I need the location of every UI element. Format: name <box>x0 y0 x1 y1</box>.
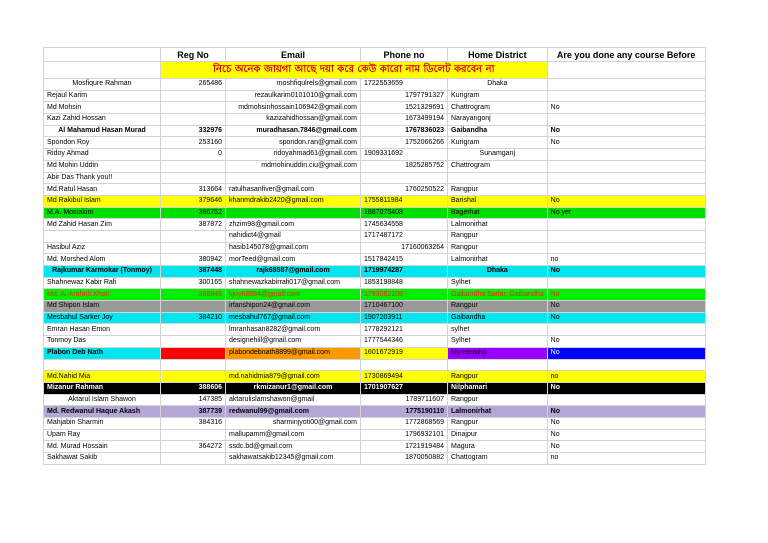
phone-cell[interactable]: 17160063264 <box>361 242 448 254</box>
reg-no-cell[interactable] <box>161 336 226 348</box>
name-cell[interactable]: Mahjabin Sharmin <box>44 417 161 429</box>
district-cell[interactable]: Nilphamari <box>448 382 548 394</box>
district-cell[interactable]: Dinajpur <box>448 429 548 441</box>
course-cell[interactable] <box>547 79 705 91</box>
name-cell[interactable]: Mizanur Rahman <box>44 382 161 394</box>
table-row <box>44 114 706 126</box>
table-row <box>44 289 706 301</box>
reg-no-cell[interactable]: 384210 <box>161 312 226 324</box>
district-cell[interactable]: Rangpur <box>448 301 548 313</box>
reg-no-cell[interactable] <box>161 160 226 172</box>
table-row <box>44 324 706 336</box>
banner-notice-cell[interactable]: নিচে অনেক জায়গা আছে দয়া করে কেউ কারো নাম ডিলেট করবেন না <box>161 62 548 79</box>
name-cell[interactable]: M.A. Mostakim <box>44 207 161 219</box>
name-cell[interactable]: Md.Ratul Hasan <box>44 184 161 196</box>
table-row <box>44 207 706 219</box>
reg-no-cell[interactable] <box>161 301 226 313</box>
phone-cell[interactable]: 1783082108 <box>361 289 448 301</box>
email-cell[interactable]: muradhasan.7846@gmail.com <box>226 125 361 137</box>
course-cell[interactable]: No <box>547 441 705 453</box>
name-cell[interactable]: Md Mohsin <box>44 102 161 114</box>
reg-no-cell[interactable] <box>161 172 226 184</box>
district-cell[interactable]: Gaibandha Sadar, Gaibandha <box>448 289 548 301</box>
name-cell[interactable]: Md. Morshed Alom <box>44 254 161 266</box>
course-cell[interactable]: No <box>547 347 705 359</box>
course-cell[interactable]: No <box>547 312 705 324</box>
table-row <box>44 394 706 406</box>
name-cell[interactable]: Kazi Zahid Hossan <box>44 114 161 126</box>
district-cell[interactable]: Bagerhat <box>448 207 548 219</box>
district-cell[interactable]: Narayangonj <box>448 114 548 126</box>
table-row <box>44 382 706 394</box>
table-row <box>44 79 706 91</box>
table-row <box>44 137 706 149</box>
district-cell[interactable]: Rangpur <box>448 242 548 254</box>
table-row <box>44 184 706 196</box>
name-cell[interactable]: Upam Ray <box>44 429 161 441</box>
email-cell[interactable]: md.nahidmia879@gmail.com <box>226 371 361 383</box>
phone-cell[interactable]: 1778292121 <box>361 324 448 336</box>
district-cell[interactable]: Magura <box>448 441 548 453</box>
name-cell[interactable]: Tonmoy Das <box>44 336 161 348</box>
header-cell-reg-no[interactable]: Reg No <box>161 48 226 62</box>
name-cell[interactable]: Aktarul Islam Shawon <box>44 394 161 406</box>
table-row <box>44 172 706 184</box>
reg-no-cell[interactable] <box>161 371 226 383</box>
email-cell[interactable]: kjoy68684@gmail.com <box>226 289 361 301</box>
course-cell[interactable]: No <box>547 137 705 149</box>
email-cell[interactable]: khanmdrakib2420@gmail.com <box>226 195 361 207</box>
course-cell[interactable] <box>547 90 705 102</box>
header-cell-course[interactable]: Are you done any course Before <box>547 48 705 62</box>
name-cell[interactable]: Sakhawat Sakib <box>44 453 161 465</box>
district-cell[interactable]: Rangpur <box>448 230 548 242</box>
email-cell[interactable]: ratulhasanfiver@gmail.com <box>226 184 361 196</box>
name-cell[interactable]: Abir Das Thank you!! <box>44 172 161 184</box>
name-cell[interactable] <box>44 359 161 371</box>
course-cell[interactable]: No <box>547 266 705 278</box>
email-cell[interactable] <box>226 172 361 184</box>
name-cell[interactable]: Md. Murad Hossain <box>44 441 161 453</box>
course-cell[interactable] <box>547 324 705 336</box>
phone-cell[interactable]: 1517842415 <box>361 254 448 266</box>
phone-cell[interactable]: 1825285752 <box>361 160 448 172</box>
district-cell[interactable]: sylhet <box>448 324 548 336</box>
reg-no-cell[interactable]: 300165 <box>161 277 226 289</box>
course-cell[interactable] <box>547 242 705 254</box>
phone-cell[interactable]: 1870050882 <box>361 453 448 465</box>
header-cell-email[interactable]: Email <box>226 48 361 62</box>
course-cell[interactable]: No <box>547 406 705 418</box>
email-cell[interactable]: lmranhasan8282@gmail.com <box>226 324 361 336</box>
email-cell[interactable]: sharminjyoti00@gmail.com <box>226 417 361 429</box>
name-cell[interactable]: Md.Nahid Mia <box>44 371 161 383</box>
table-row <box>44 429 706 441</box>
reg-no-cell[interactable] <box>161 324 226 336</box>
phone-cell[interactable]: 1796932101 <box>361 429 448 441</box>
phone-cell[interactable]: 1767836023 <box>361 125 448 137</box>
header-row <box>44 48 706 62</box>
table-row <box>44 149 706 161</box>
email-cell[interactable]: mdmohinuddin.ciu@gmail.com <box>226 160 361 172</box>
phone-cell[interactable]: 1797791327 <box>361 90 448 102</box>
reg-no-cell[interactable]: 332976 <box>161 125 226 137</box>
district-cell[interactable]: Sunamganj <box>448 149 548 161</box>
course-cell[interactable]: No <box>547 102 705 114</box>
course-cell[interactable]: No <box>547 336 705 348</box>
reg-no-cell[interactable]: 388606 <box>161 382 226 394</box>
table-row <box>44 195 706 207</box>
district-cell[interactable]: Rangpur <box>448 371 548 383</box>
reg-no-cell[interactable]: 384316 <box>161 417 226 429</box>
district-cell[interactable]: Gaibandha <box>448 312 548 324</box>
district-cell[interactable] <box>448 359 548 371</box>
table-row <box>44 90 706 102</box>
course-cell[interactable]: No <box>547 195 705 207</box>
course-cell[interactable] <box>547 114 705 126</box>
name-cell[interactable]: Md. Al-Arafath Khan <box>44 289 161 301</box>
banner-row <box>44 62 706 79</box>
course-cell[interactable] <box>547 277 705 289</box>
table-row <box>44 441 706 453</box>
course-cell[interactable]: No yet <box>547 207 705 219</box>
table-row <box>44 371 706 383</box>
phone-cell[interactable]: 1752066266 <box>361 137 448 149</box>
table-row <box>44 160 706 172</box>
email-cell[interactable] <box>226 359 361 371</box>
email-cell[interactable]: rkmizanur1@gmail.com <box>226 382 361 394</box>
table-row <box>44 230 706 242</box>
header-cell-name[interactable] <box>44 48 161 62</box>
district-cell[interactable]: Rangpur <box>448 184 548 196</box>
name-cell[interactable]: Al Mahamud Hasan Murad <box>44 125 161 137</box>
table-row <box>44 301 706 313</box>
phone-cell[interactable]: 1745634558 <box>361 219 448 231</box>
course-cell[interactable] <box>547 184 705 196</box>
phone-cell[interactable] <box>361 359 448 371</box>
reg-no-cell[interactable]: 253160 <box>161 137 226 149</box>
banner-empty-cell-right[interactable] <box>547 62 705 79</box>
table-row <box>44 266 706 278</box>
phone-cell[interactable]: 1760250522 <box>361 184 448 196</box>
name-cell[interactable] <box>44 230 161 242</box>
course-cell[interactable]: no <box>547 453 705 465</box>
district-cell[interactable]: Kurigram <box>448 90 548 102</box>
table-row <box>44 277 706 289</box>
email-cell[interactable]: aktarulislamshawon@gmail <box>226 394 361 406</box>
course-cell[interactable]: No <box>547 429 705 441</box>
reg-no-cell[interactable]: 386752 <box>161 207 226 219</box>
district-cell[interactable]: Lalmonirhat <box>448 406 548 418</box>
phone-cell[interactable]: 1721919484 <box>361 441 448 453</box>
reg-no-cell[interactable]: 265486 <box>161 79 226 91</box>
name-cell[interactable]: Md Zahid Hasan Zim <box>44 219 161 231</box>
table-row <box>44 347 706 359</box>
course-cell[interactable] <box>547 359 705 371</box>
email-cell[interactable]: hasib145078@gmail.com <box>226 242 361 254</box>
district-cell[interactable]: Lalmonirhat <box>448 254 548 266</box>
course-cell[interactable] <box>547 230 705 242</box>
district-cell[interactable]: Lalmonirhat <box>448 219 548 231</box>
table-row <box>44 453 706 465</box>
name-cell[interactable]: Md. Redwanul Haque Akash <box>44 406 161 418</box>
email-cell[interactable]: mdmohsinhossain106942@gmail.com <box>226 102 361 114</box>
district-cell[interactable] <box>448 172 548 184</box>
phone-cell[interactable]: 1887075408 <box>361 207 448 219</box>
reg-no-cell[interactable]: 364272 <box>161 441 226 453</box>
reg-no-cell[interactable] <box>161 429 226 441</box>
table-row <box>44 242 706 254</box>
email-cell[interactable]: kazizahidhossan@gmail.com <box>226 114 361 126</box>
district-cell[interactable]: Rangpur <box>448 417 548 429</box>
name-cell[interactable]: Shahnewaz Kabir Rafi <box>44 277 161 289</box>
reg-no-cell[interactable]: 0 <box>161 149 226 161</box>
phone-cell[interactable]: 1730869494 <box>361 371 448 383</box>
table-row <box>44 359 706 371</box>
name-cell[interactable]: Spondon Roy <box>44 137 161 149</box>
table-row <box>44 102 706 114</box>
course-cell[interactable] <box>547 149 705 161</box>
district-cell[interactable]: Barishal <box>448 195 548 207</box>
reg-no-cell[interactable] <box>161 230 226 242</box>
email-cell[interactable]: irfanshipon24@gmail.com <box>226 301 361 313</box>
email-cell[interactable]: redwanul99@gmail.com <box>226 406 361 418</box>
reg-no-cell[interactable] <box>161 359 226 371</box>
reg-no-cell[interactable]: 147385 <box>161 394 226 406</box>
email-cell[interactable]: morTeed@gmail.com <box>226 254 361 266</box>
table-row <box>44 406 706 418</box>
header-cell-home-district[interactable]: Home District <box>448 48 548 62</box>
table-row <box>44 219 706 231</box>
phone-cell[interactable]: 1521329691 <box>361 102 448 114</box>
email-cell[interactable] <box>226 207 361 219</box>
district-cell[interactable]: Sylhet <box>448 336 548 348</box>
course-cell[interactable]: No <box>547 417 705 429</box>
email-cell[interactable]: sakhawatsakib12345@gmail.com <box>226 453 361 465</box>
table-row <box>44 336 706 348</box>
reg-no-cell[interactable] <box>161 347 226 359</box>
phone-cell[interactable]: 1772868569 <box>361 417 448 429</box>
name-cell[interactable]: Hasibul Aziz <box>44 242 161 254</box>
email-cell[interactable]: rezaulkarim0101010@gmail.com <box>226 90 361 102</box>
email-cell[interactable]: spondon.ran@gmail.com <box>226 137 361 149</box>
course-cell[interactable]: No <box>547 382 705 394</box>
district-cell[interactable]: Mymensing <box>448 347 548 359</box>
reg-no-cell[interactable]: 387448 <box>161 266 226 278</box>
district-cell[interactable]: Chattrogram <box>448 160 548 172</box>
reg-no-cell[interactable]: 387872 <box>161 219 226 231</box>
phone-cell[interactable]: 1722553659 <box>361 79 448 91</box>
reg-no-cell[interactable]: 380942 <box>161 254 226 266</box>
course-cell[interactable] <box>547 219 705 231</box>
name-cell[interactable]: Md Shipon Islam <box>44 301 161 313</box>
phone-cell[interactable]: 1710467100 <box>361 301 448 313</box>
phone-cell[interactable]: 1601672919 <box>361 347 448 359</box>
reg-no-cell[interactable] <box>161 242 226 254</box>
name-cell[interactable]: Ridoy Ahmad <box>44 149 161 161</box>
course-cell[interactable]: No <box>547 301 705 313</box>
name-cell[interactable]: Mosfiqure Rahman <box>44 79 161 91</box>
table-row <box>44 125 706 137</box>
phone-cell[interactable] <box>361 172 448 184</box>
email-cell[interactable]: zhzim98@gmail.com <box>226 219 361 231</box>
email-cell[interactable]: rajk68587@gmail.com <box>226 266 361 278</box>
header-cell-phone-no[interactable]: Phone no <box>361 48 448 62</box>
district-cell[interactable]: Gaibandha <box>448 125 548 137</box>
phone-cell[interactable]: 1673499194 <box>361 114 448 126</box>
reg-no-cell[interactable] <box>161 102 226 114</box>
course-cell[interactable]: no <box>547 254 705 266</box>
name-cell[interactable]: Emran Hasan Emon <box>44 324 161 336</box>
email-cell[interactable]: ridoyahmad61@gmail.com <box>226 149 361 161</box>
phone-cell[interactable]: 1909331692 <box>361 149 448 161</box>
email-cell[interactable]: plabondebnath8899@gmail.com <box>226 347 361 359</box>
name-cell[interactable]: Rejaul Karim <box>44 90 161 102</box>
course-cell[interactable] <box>547 394 705 406</box>
district-cell[interactable]: Chattrogram <box>448 102 548 114</box>
phone-cell[interactable]: 1755811984 <box>361 195 448 207</box>
email-cell[interactable]: ssdc.bd@gmail.com <box>226 441 361 453</box>
spreadsheet-table <box>43 47 706 465</box>
phone-cell[interactable]: 1717487172 <box>361 230 448 242</box>
course-cell[interactable]: No <box>547 125 705 137</box>
phone-cell[interactable]: 1907203911 <box>361 312 448 324</box>
table-row <box>44 312 706 324</box>
course-cell[interactable] <box>547 160 705 172</box>
phone-cell[interactable]: 1777544346 <box>361 336 448 348</box>
district-cell[interactable]: Chattogram <box>448 453 548 465</box>
name-cell[interactable]: Md Mohin Uddin <box>44 160 161 172</box>
name-cell[interactable]: Rajkumar Karmokar (Tonmoy) <box>44 266 161 278</box>
email-cell[interactable]: nahidict4@gmail <box>226 230 361 242</box>
reg-no-cell[interactable] <box>161 114 226 126</box>
name-cell[interactable]: Plabon Deb Nath <box>44 347 161 359</box>
district-cell[interactable]: Dhaka <box>448 266 548 278</box>
banner-empty-cell[interactable] <box>44 62 161 79</box>
course-cell[interactable]: No <box>547 289 705 301</box>
phone-cell[interactable]: 1719974287 <box>361 266 448 278</box>
district-cell[interactable]: Dhaka <box>448 79 548 91</box>
district-cell[interactable]: Kurigram <box>448 137 548 149</box>
reg-no-cell[interactable]: 387739 <box>161 406 226 418</box>
district-cell[interactable]: Sylhet <box>448 277 548 289</box>
course-cell[interactable] <box>547 172 705 184</box>
reg-no-cell[interactable] <box>161 90 226 102</box>
reg-no-cell[interactable] <box>161 453 226 465</box>
email-cell[interactable]: moshfiqulrels@gmail.com <box>226 79 361 91</box>
phone-cell[interactable]: 1789711607 <box>361 394 448 406</box>
reg-no-cell[interactable]: 313664 <box>161 184 226 196</box>
email-cell[interactable]: shahnewazkabirrafi017@gmail.com <box>226 277 361 289</box>
table-row <box>44 254 706 266</box>
course-cell[interactable]: no <box>547 371 705 383</box>
phone-cell[interactable]: 1701907627 <box>361 382 448 394</box>
email-cell[interactable]: mallupamm@gmail.com <box>226 429 361 441</box>
name-cell[interactable]: Mesbahul Sarker Joy <box>44 312 161 324</box>
name-cell[interactable]: Md Rakibul Islam <box>44 195 161 207</box>
phone-cell[interactable]: 1853198848 <box>361 277 448 289</box>
email-cell[interactable]: mesbahul767@gmail.com <box>226 312 361 324</box>
email-cell[interactable]: designehill@gmail.com <box>226 336 361 348</box>
reg-no-cell[interactable]: 379646 <box>161 195 226 207</box>
district-cell[interactable]: Rangpur <box>448 394 548 406</box>
reg-no-cell[interactable]: 388846 <box>161 289 226 301</box>
phone-cell[interactable]: 1775190110 <box>361 406 448 418</box>
table-row <box>44 417 706 429</box>
